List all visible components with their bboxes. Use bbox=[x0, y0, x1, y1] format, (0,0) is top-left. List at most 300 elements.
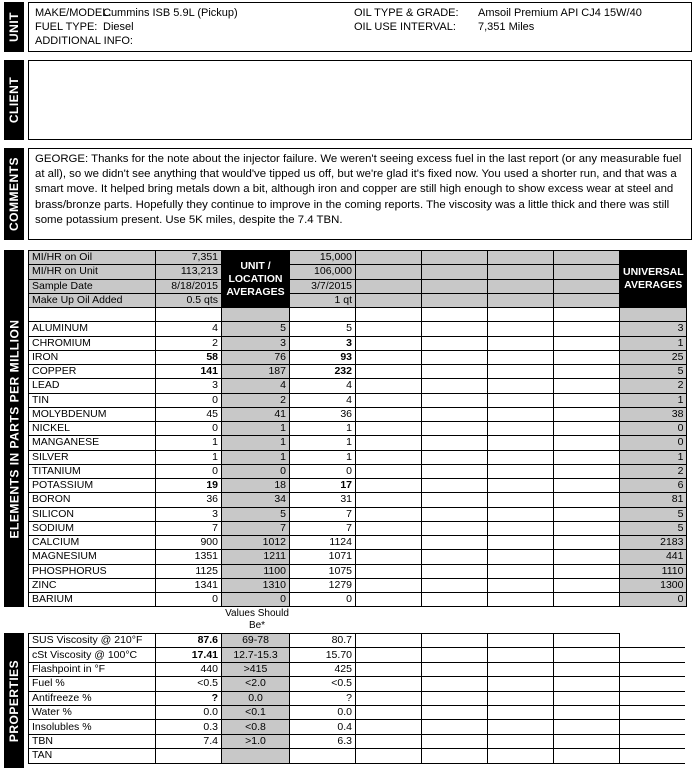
empty-cell bbox=[554, 677, 620, 691]
make-model-value: Cummins ISB 5.9L (Pickup) bbox=[103, 7, 238, 19]
empty-cell bbox=[422, 720, 488, 734]
element-universal-average: 2 bbox=[620, 464, 687, 478]
empty-cell bbox=[488, 705, 554, 719]
element-name: PHOSPHORUS bbox=[29, 564, 156, 578]
property-current-value: ? bbox=[156, 691, 222, 705]
empty-cell bbox=[554, 308, 620, 322]
empty-cell bbox=[554, 350, 620, 364]
element-row bbox=[29, 536, 687, 550]
empty-cell bbox=[422, 365, 488, 379]
empty-cell bbox=[488, 634, 554, 648]
element-previous-value: 17 bbox=[290, 479, 356, 493]
property-name: Fuel % bbox=[29, 677, 156, 691]
property-row bbox=[29, 734, 685, 748]
empty-cell bbox=[488, 422, 554, 436]
empty-cell bbox=[356, 593, 422, 607]
empty-cell bbox=[554, 279, 620, 293]
empty-cell bbox=[554, 336, 620, 350]
element-unit-average: 1 bbox=[222, 422, 290, 436]
empty-cell bbox=[488, 734, 554, 748]
element-current-value: 1351 bbox=[156, 550, 222, 564]
property-current-value: 440 bbox=[156, 662, 222, 676]
element-current-value: 36 bbox=[156, 493, 222, 507]
element-unit-average: 1012 bbox=[222, 536, 290, 550]
comments-section-label: COMMENTS bbox=[4, 148, 24, 240]
empty-cell bbox=[554, 322, 620, 336]
empty-cell bbox=[488, 379, 554, 393]
empty-cell bbox=[356, 350, 422, 364]
property-should-be-value: <0.8 bbox=[222, 720, 290, 734]
empty-cell bbox=[422, 734, 488, 748]
element-universal-average: 5 bbox=[620, 507, 687, 521]
empty-cell bbox=[422, 393, 488, 407]
empty-cell bbox=[356, 493, 422, 507]
empty-cell bbox=[488, 450, 554, 464]
universal-averages-header: UNIVERSAL AVERAGES bbox=[620, 251, 687, 308]
element-previous-value: 7 bbox=[290, 507, 356, 521]
property-current-value: 87.6 bbox=[156, 634, 222, 648]
empty-cell bbox=[488, 308, 554, 322]
property-row bbox=[29, 749, 685, 763]
element-universal-average: 441 bbox=[620, 550, 687, 564]
empty-cell bbox=[620, 734, 685, 748]
empty-cell bbox=[356, 308, 422, 322]
element-name: LEAD bbox=[29, 379, 156, 393]
empty-cell bbox=[422, 749, 488, 763]
empty-cell bbox=[356, 578, 422, 592]
property-row bbox=[29, 677, 685, 691]
empty-cell bbox=[356, 648, 422, 662]
empty-cell bbox=[422, 691, 488, 705]
element-unit-average: 18 bbox=[222, 479, 290, 493]
element-name: MAGNESIUM bbox=[29, 550, 156, 564]
property-should-be-value: >415 bbox=[222, 662, 290, 676]
empty-cell bbox=[422, 450, 488, 464]
empty-cell bbox=[356, 749, 422, 763]
empty-cell bbox=[356, 379, 422, 393]
element-previous-value: 1279 bbox=[290, 578, 356, 592]
empty-cell bbox=[356, 479, 422, 493]
element-unit-average: 5 bbox=[222, 322, 290, 336]
element-unit-average: 1 bbox=[222, 436, 290, 450]
element-universal-average: 1 bbox=[620, 336, 687, 350]
sample-info-label: MI/HR on Oil bbox=[29, 251, 156, 265]
element-previous-value: 1 bbox=[290, 450, 356, 464]
elements-section-label: ELEMENTS IN PARTS PER MILLION bbox=[4, 250, 24, 607]
empty-cell bbox=[554, 507, 620, 521]
element-unit-average: 76 bbox=[222, 350, 290, 364]
empty-cell bbox=[422, 536, 488, 550]
element-previous-value: 3 bbox=[290, 336, 356, 350]
element-previous-value: 1071 bbox=[290, 550, 356, 564]
element-row bbox=[29, 564, 687, 578]
empty-cell bbox=[488, 662, 554, 676]
element-row bbox=[29, 393, 687, 407]
element-unit-average: 0 bbox=[222, 464, 290, 478]
oil-type-label: OIL TYPE & GRADE: bbox=[354, 7, 459, 19]
empty-cell bbox=[356, 564, 422, 578]
empty-cell bbox=[422, 479, 488, 493]
element-universal-average: 0 bbox=[620, 422, 687, 436]
element-name: SILICON bbox=[29, 507, 156, 521]
property-previous-value: 425 bbox=[290, 662, 356, 676]
element-name: POTASSIUM bbox=[29, 479, 156, 493]
fuel-type-value: Diesel bbox=[103, 21, 134, 33]
empty-cell bbox=[422, 662, 488, 676]
property-current-value: 0.3 bbox=[156, 720, 222, 734]
element-row bbox=[29, 450, 687, 464]
empty-cell bbox=[356, 336, 422, 350]
empty-cell bbox=[422, 293, 488, 307]
element-name: BARIUM bbox=[29, 593, 156, 607]
empty-cell bbox=[422, 507, 488, 521]
empty-cell bbox=[422, 578, 488, 592]
empty-cell bbox=[488, 578, 554, 592]
empty-cell bbox=[488, 336, 554, 350]
empty-cell bbox=[488, 293, 554, 307]
sample-info-label: Sample Date bbox=[29, 279, 156, 293]
empty-cell bbox=[488, 479, 554, 493]
empty-cell bbox=[554, 464, 620, 478]
property-previous-value: 0.4 bbox=[290, 720, 356, 734]
element-previous-value: 4 bbox=[290, 379, 356, 393]
empty-cell bbox=[356, 720, 422, 734]
empty-cell bbox=[488, 436, 554, 450]
empty-cell bbox=[422, 265, 488, 279]
element-name: MANGANESE bbox=[29, 436, 156, 450]
element-current-value: 7 bbox=[156, 521, 222, 535]
element-row bbox=[29, 336, 687, 350]
empty-cell bbox=[488, 720, 554, 734]
empty-cell bbox=[422, 279, 488, 293]
property-row bbox=[29, 691, 685, 705]
spacer-row bbox=[29, 308, 687, 322]
client-section-label: CLIENT bbox=[4, 60, 24, 140]
empty-cell bbox=[554, 450, 620, 464]
empty-cell bbox=[356, 322, 422, 336]
empty-cell bbox=[488, 550, 554, 564]
element-previous-value: 1 bbox=[290, 436, 356, 450]
element-universal-average: 6 bbox=[620, 479, 687, 493]
element-previous-value: 4 bbox=[290, 393, 356, 407]
property-name: TAN bbox=[29, 749, 156, 763]
element-unit-average: 0 bbox=[222, 593, 290, 607]
empty-cell bbox=[356, 521, 422, 535]
empty-cell bbox=[488, 251, 554, 265]
empty-cell bbox=[488, 322, 554, 336]
element-universal-average: 3 bbox=[620, 322, 687, 336]
empty-cell bbox=[488, 407, 554, 421]
element-row bbox=[29, 593, 687, 607]
element-universal-average: 1 bbox=[620, 450, 687, 464]
element-unit-average: 3 bbox=[222, 336, 290, 350]
element-previous-value: 0 bbox=[290, 593, 356, 607]
comments-box bbox=[28, 148, 692, 240]
empty-cell bbox=[422, 407, 488, 421]
property-should-be-value: 12.7-15.3 bbox=[222, 648, 290, 662]
properties-table bbox=[28, 633, 685, 764]
empty-cell bbox=[422, 493, 488, 507]
empty-cell bbox=[356, 365, 422, 379]
element-universal-average: 25 bbox=[620, 350, 687, 364]
element-current-value: 0 bbox=[156, 393, 222, 407]
empty-cell bbox=[422, 705, 488, 719]
empty-cell bbox=[488, 536, 554, 550]
element-universal-average: 2183 bbox=[620, 536, 687, 550]
empty-cell bbox=[422, 550, 488, 564]
empty-cell bbox=[554, 734, 620, 748]
comments-text: GEORGE: Thanks for the note about the injector failure. We weren't seeing excess fuel in the last report (or any measurable fuel at all), so we didn't see anything that would've tipped us off, but we're glad it's fixed now. You used a shorter run, and that was a smart move. It helped bring metals down a bit, although iron and copper are still high enough to show excess wear at steel and brass/bronze parts. Hopefully they continue to improve in the coming reports. The viscosity was a little thick and there was still some potassium present. Use 5K miles, despite the 7.4 TBN. bbox=[35, 153, 682, 226]
empty-cell bbox=[554, 293, 620, 307]
empty-cell bbox=[356, 251, 422, 265]
empty-cell bbox=[554, 422, 620, 436]
empty-cell bbox=[156, 308, 222, 322]
sample-current-value: 7,351 bbox=[156, 251, 222, 265]
element-name: COPPER bbox=[29, 365, 156, 379]
empty-cell bbox=[356, 265, 422, 279]
property-name: Water % bbox=[29, 705, 156, 719]
sample-info-row bbox=[29, 279, 687, 293]
empty-cell bbox=[488, 393, 554, 407]
element-name: NICKEL bbox=[29, 422, 156, 436]
property-row bbox=[29, 705, 685, 719]
empty-cell bbox=[554, 479, 620, 493]
property-previous-value bbox=[290, 749, 356, 763]
empty-cell bbox=[488, 350, 554, 364]
empty-cell bbox=[488, 749, 554, 763]
sample-current-value: 113,213 bbox=[156, 265, 222, 279]
element-row bbox=[29, 422, 687, 436]
property-row bbox=[29, 648, 685, 662]
property-row bbox=[29, 720, 685, 734]
make-model-label: MAKE/MODEL: bbox=[35, 7, 112, 19]
element-current-value: 3 bbox=[156, 507, 222, 521]
property-previous-value: 0.0 bbox=[290, 705, 356, 719]
element-name: ALUMINUM bbox=[29, 322, 156, 336]
element-row bbox=[29, 322, 687, 336]
property-previous-value: ? bbox=[290, 691, 356, 705]
empty-cell bbox=[422, 648, 488, 662]
element-previous-value: 5 bbox=[290, 322, 356, 336]
empty-cell bbox=[29, 308, 156, 322]
empty-cell bbox=[488, 691, 554, 705]
empty-cell bbox=[488, 464, 554, 478]
empty-cell bbox=[554, 493, 620, 507]
empty-cell bbox=[488, 507, 554, 521]
element-row bbox=[29, 507, 687, 521]
empty-cell bbox=[356, 536, 422, 550]
element-previous-value: 1075 bbox=[290, 564, 356, 578]
element-row bbox=[29, 436, 687, 450]
sample-current-value: 8/18/2015 bbox=[156, 279, 222, 293]
oil-type-value: Amsoil Premium API CJ4 15W/40 bbox=[478, 7, 642, 19]
empty-cell bbox=[356, 464, 422, 478]
element-current-value: 1 bbox=[156, 436, 222, 450]
empty-cell bbox=[422, 677, 488, 691]
element-previous-value: 93 bbox=[290, 350, 356, 364]
sample-current-value: 0.5 qts bbox=[156, 293, 222, 307]
property-previous-value: 80.7 bbox=[290, 634, 356, 648]
element-previous-value: 1 bbox=[290, 422, 356, 436]
empty-cell bbox=[488, 279, 554, 293]
empty-cell bbox=[422, 564, 488, 578]
element-current-value: 58 bbox=[156, 350, 222, 364]
element-current-value: 0 bbox=[156, 422, 222, 436]
empty-cell bbox=[554, 662, 620, 676]
empty-cell bbox=[422, 322, 488, 336]
property-row bbox=[29, 634, 685, 648]
unit-info-left bbox=[35, 6, 238, 48]
element-row bbox=[29, 407, 687, 421]
empty-cell bbox=[356, 422, 422, 436]
empty-cell bbox=[488, 677, 554, 691]
empty-cell bbox=[554, 550, 620, 564]
element-unit-average: 41 bbox=[222, 407, 290, 421]
empty-cell bbox=[620, 705, 685, 719]
sample-previous-value: 1 qt bbox=[290, 293, 356, 307]
elements-table bbox=[28, 250, 687, 607]
empty-cell bbox=[620, 720, 685, 734]
element-name: TITANIUM bbox=[29, 464, 156, 478]
empty-cell bbox=[422, 521, 488, 535]
empty-cell bbox=[488, 365, 554, 379]
property-row bbox=[29, 662, 685, 676]
sample-previous-value: 106,000 bbox=[290, 265, 356, 279]
element-current-value: 141 bbox=[156, 365, 222, 379]
element-current-value: 4 bbox=[156, 322, 222, 336]
element-current-value: 1341 bbox=[156, 578, 222, 592]
sample-info-label: Make Up Oil Added bbox=[29, 293, 156, 307]
element-row bbox=[29, 365, 687, 379]
element-unit-average: 7 bbox=[222, 521, 290, 535]
empty-cell bbox=[422, 336, 488, 350]
empty-cell bbox=[488, 564, 554, 578]
element-name: TIN bbox=[29, 393, 156, 407]
empty-cell bbox=[620, 677, 685, 691]
element-previous-value: 0 bbox=[290, 464, 356, 478]
empty-cell bbox=[488, 521, 554, 535]
empty-cell bbox=[356, 407, 422, 421]
empty-cell bbox=[620, 648, 685, 662]
element-universal-average: 1110 bbox=[620, 564, 687, 578]
empty-cell bbox=[554, 705, 620, 719]
empty-cell bbox=[356, 293, 422, 307]
client-box bbox=[28, 60, 692, 140]
property-should-be-value bbox=[222, 749, 290, 763]
empty-cell bbox=[554, 393, 620, 407]
sample-info-row bbox=[29, 265, 687, 279]
empty-cell bbox=[554, 578, 620, 592]
empty-cell bbox=[422, 422, 488, 436]
empty-cell bbox=[356, 705, 422, 719]
oil-interval-label: OIL USE INTERVAL: bbox=[354, 21, 456, 33]
property-name: Antifreeze % bbox=[29, 691, 156, 705]
element-row bbox=[29, 464, 687, 478]
sample-info-label: MI/HR on Unit bbox=[29, 265, 156, 279]
element-current-value: 3 bbox=[156, 379, 222, 393]
empty-cell bbox=[554, 720, 620, 734]
element-universal-average: 2 bbox=[620, 379, 687, 393]
element-current-value: 1125 bbox=[156, 564, 222, 578]
empty-cell bbox=[554, 536, 620, 550]
empty-cell bbox=[356, 436, 422, 450]
element-name: CHROMIUM bbox=[29, 336, 156, 350]
element-current-value: 0 bbox=[156, 593, 222, 607]
element-unit-average: 1211 bbox=[222, 550, 290, 564]
empty-cell bbox=[554, 634, 620, 648]
empty-cell bbox=[356, 550, 422, 564]
property-previous-value: 15.70 bbox=[290, 648, 356, 662]
element-row bbox=[29, 479, 687, 493]
unit-info-right bbox=[354, 6, 642, 34]
element-row bbox=[29, 521, 687, 535]
element-row bbox=[29, 550, 687, 564]
property-name: Insolubles % bbox=[29, 720, 156, 734]
element-name: SODIUM bbox=[29, 521, 156, 535]
property-current-value: <0.5 bbox=[156, 677, 222, 691]
property-name: cSt Viscosity @ 100°C bbox=[29, 648, 156, 662]
element-current-value: 900 bbox=[156, 536, 222, 550]
property-previous-value: 6.3 bbox=[290, 734, 356, 748]
empty-cell bbox=[356, 734, 422, 748]
empty-cell bbox=[422, 593, 488, 607]
element-universal-average: 5 bbox=[620, 365, 687, 379]
empty-cell bbox=[554, 379, 620, 393]
empty-cell bbox=[222, 308, 290, 322]
empty-cell bbox=[554, 436, 620, 450]
oil-interval-value: 7,351 Miles bbox=[478, 21, 535, 33]
property-current-value: 0.0 bbox=[156, 705, 222, 719]
empty-cell bbox=[620, 308, 687, 322]
element-current-value: 1 bbox=[156, 450, 222, 464]
empty-cell bbox=[488, 648, 554, 662]
empty-cell bbox=[422, 251, 488, 265]
property-should-be-value: <2.0 bbox=[222, 677, 290, 691]
empty-cell bbox=[356, 279, 422, 293]
element-current-value: 45 bbox=[156, 407, 222, 421]
element-row bbox=[29, 493, 687, 507]
empty-cell bbox=[554, 521, 620, 535]
empty-cell bbox=[554, 265, 620, 279]
element-name: SILVER bbox=[29, 450, 156, 464]
empty-cell bbox=[488, 265, 554, 279]
empty-cell bbox=[554, 251, 620, 265]
empty-cell bbox=[488, 593, 554, 607]
empty-cell bbox=[620, 662, 685, 676]
unit-location-averages-header: UNIT / LOCATION AVERAGES bbox=[222, 251, 290, 308]
empty-cell bbox=[356, 634, 422, 648]
fuel-type-label: FUEL TYPE: bbox=[35, 21, 98, 33]
element-unit-average: 2 bbox=[222, 393, 290, 407]
sample-info-row bbox=[29, 251, 687, 265]
element-name: MOLYBDENUM bbox=[29, 407, 156, 421]
additional-info-label: ADDITIONAL INFO: bbox=[35, 35, 133, 47]
property-should-be-value: 69-78 bbox=[222, 634, 290, 648]
element-unit-average: 1310 bbox=[222, 578, 290, 592]
element-name: IRON bbox=[29, 350, 156, 364]
empty-cell bbox=[620, 634, 685, 648]
empty-cell bbox=[554, 648, 620, 662]
empty-cell bbox=[488, 493, 554, 507]
empty-cell bbox=[356, 507, 422, 521]
element-unit-average: 34 bbox=[222, 493, 290, 507]
property-previous-value: <0.5 bbox=[290, 677, 356, 691]
element-row bbox=[29, 578, 687, 592]
property-should-be-value: <0.1 bbox=[222, 705, 290, 719]
element-unit-average: 187 bbox=[222, 365, 290, 379]
empty-cell bbox=[620, 749, 685, 763]
empty-cell bbox=[356, 450, 422, 464]
